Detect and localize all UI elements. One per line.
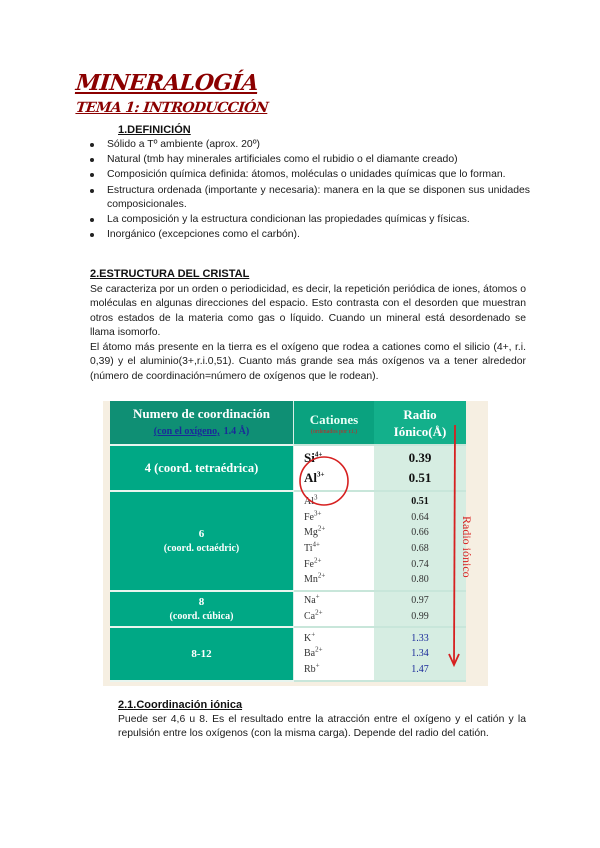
group-label: 6: [198, 527, 205, 540]
radius-value: 0.97: [411, 595, 429, 607]
list-item-text: Inorgánico (excepciones como el carbón).: [107, 229, 300, 241]
highlight-circle: [300, 457, 348, 508]
radius-value: 0.64: [411, 511, 429, 523]
bullet-icon: [90, 173, 94, 177]
cation-charge: 3+: [317, 470, 325, 479]
cation-charge: 3: [314, 493, 318, 502]
list-item-text: Estructura ordenada (importante y necesaria): manera en la que se disponen sus unidades composicionales.: [107, 184, 530, 210]
cation-charge: 2+: [317, 571, 326, 580]
cation-charge: 4+: [312, 540, 320, 549]
cation-element: K: [304, 632, 312, 644]
cation-charge: +: [315, 593, 320, 602]
section-heading-coordinacion: 2.1.Coordinación iónica: [118, 699, 243, 711]
list-item-text: Sólido a Tº ambiente (aprox. 20º): [107, 139, 260, 150]
radius-value: 0.51: [411, 496, 429, 508]
cation-element: Fe: [304, 558, 314, 570]
radius-value: 0.99: [411, 611, 429, 622]
section-heading-definicion: 1.DEFINICIÓN: [118, 124, 191, 136]
cation-charge: 2+: [317, 525, 326, 534]
list-item-text: Composición química definida: átomos, moléculas o unidades químicas que lo forman.: [107, 169, 506, 181]
list-item: [90, 168, 530, 182]
bullet-icon: [90, 143, 94, 147]
cation-charge: 2+: [315, 608, 323, 617]
bullet-icon: [90, 218, 94, 222]
radius-value: 0.74: [411, 558, 429, 570]
bullet-icon: [90, 189, 94, 193]
bullet-icon: [90, 233, 94, 237]
group-sublabel: (coord. octaédric): [163, 542, 240, 554]
header-cationes-label: Cationes: [309, 411, 359, 427]
cation-element: Na: [304, 595, 316, 607]
cation-element: Al: [304, 470, 317, 485]
side-label-radio-ionico: Radio iónico: [460, 516, 474, 578]
header-radio-line2: Iónico(Å): [393, 423, 447, 439]
header-coordination-link: (con el oxígeno,: [153, 426, 220, 437]
list-item-text: La composición y la estructura condicionan las propiedades químicas y físicas.: [107, 214, 470, 226]
cation-charge: 2+: [315, 645, 323, 654]
cation-element: Al: [304, 496, 314, 508]
cation-element: Mg: [304, 527, 318, 539]
annotation-overlay: [103, 401, 488, 686]
section-heading-estructura: 2.ESTRUCTURA DEL CRISTAL: [90, 268, 250, 280]
group-label: 8: [198, 595, 205, 608]
cation-charge: 2+: [314, 556, 322, 565]
radius-value: 1.47: [411, 663, 429, 675]
list-item-text: Natural (tmb hay minerales artificiales como el rubidio o el diamante creado): [107, 154, 458, 166]
definition-list: [90, 138, 530, 243]
cation-element: Mn: [304, 574, 318, 586]
document-subtitle: TEMA 1: INTRODUCCIÓN: [75, 100, 269, 116]
cation-element: Ca: [304, 611, 316, 622]
estructura-paragraph-1: Se caracteriza por un orden o periodicidad, es decir, la repetición periódica de iones, átomos o moléculas en algunas direcciones del espacio. Esto contrasta con el desorden que muestran otros estados de la materia como gas o líquido. Cuando un mineral está desordenado se llama isomorfo.: [90, 284, 526, 339]
radius-value: 0.66: [411, 527, 429, 539]
cation-element: Fe: [304, 511, 314, 523]
cation-charge: 3+: [314, 509, 322, 518]
list-item: [90, 228, 530, 242]
list-item: [90, 153, 530, 167]
group-label: 8-12: [110, 627, 294, 681]
radius-value: 1.34: [411, 648, 429, 660]
radius-value: 0.51: [408, 470, 432, 485]
list-item: [90, 184, 530, 212]
radius-value: 0.68: [411, 543, 429, 554]
list-item: [90, 213, 530, 227]
header-coordination-value: 1.4 Å): [223, 426, 250, 437]
cation-charge: 4+: [314, 450, 323, 459]
arrow-line: [454, 425, 455, 663]
bullet-icon: [90, 158, 94, 162]
group-label: 4 (coord. tetraédrica): [110, 445, 294, 491]
header-radio-line1: Radio: [403, 406, 437, 422]
cation-element: Rb: [304, 663, 316, 675]
cation-element: Si: [304, 450, 315, 465]
estructura-paragraph-2: El átomo más presente en la tierra es el oxígeno que rodea a cationes como el silicio (4+, r.i. 0,39) y el aluminio(3+,r.i.0,51). Cuanto más grande sea más oxígenos va a tener alrededor (número de coordinación=número de oxígenos que le rodean).: [90, 342, 526, 382]
cation-element: Ti: [304, 543, 313, 554]
header-cationes-sub: (ordenados por r.i.): [311, 428, 357, 435]
radius-value: 0.39: [408, 450, 432, 465]
cation-element: Ba: [304, 648, 316, 660]
radius-value: 1.33: [411, 632, 429, 644]
radius-value: 0.80: [411, 574, 429, 586]
cation-charge: +: [311, 630, 316, 639]
list-item: [90, 138, 530, 152]
coordination-table-figure: [103, 401, 488, 686]
document-title: MINERALOGÍA: [74, 70, 260, 96]
cation-charge: +: [315, 661, 320, 670]
coordinacion-paragraph: Puede ser 4,6 u 8. Es el resultado entre la atracción entre el oxígeno y el catión y la repulsión entre los oxígenos (con la misma carga). Depende del radio del catión.: [118, 714, 526, 740]
header-coordination-label: Numero de coordinación: [133, 406, 270, 421]
group-sublabel: (coord. cúbica): [169, 610, 234, 622]
